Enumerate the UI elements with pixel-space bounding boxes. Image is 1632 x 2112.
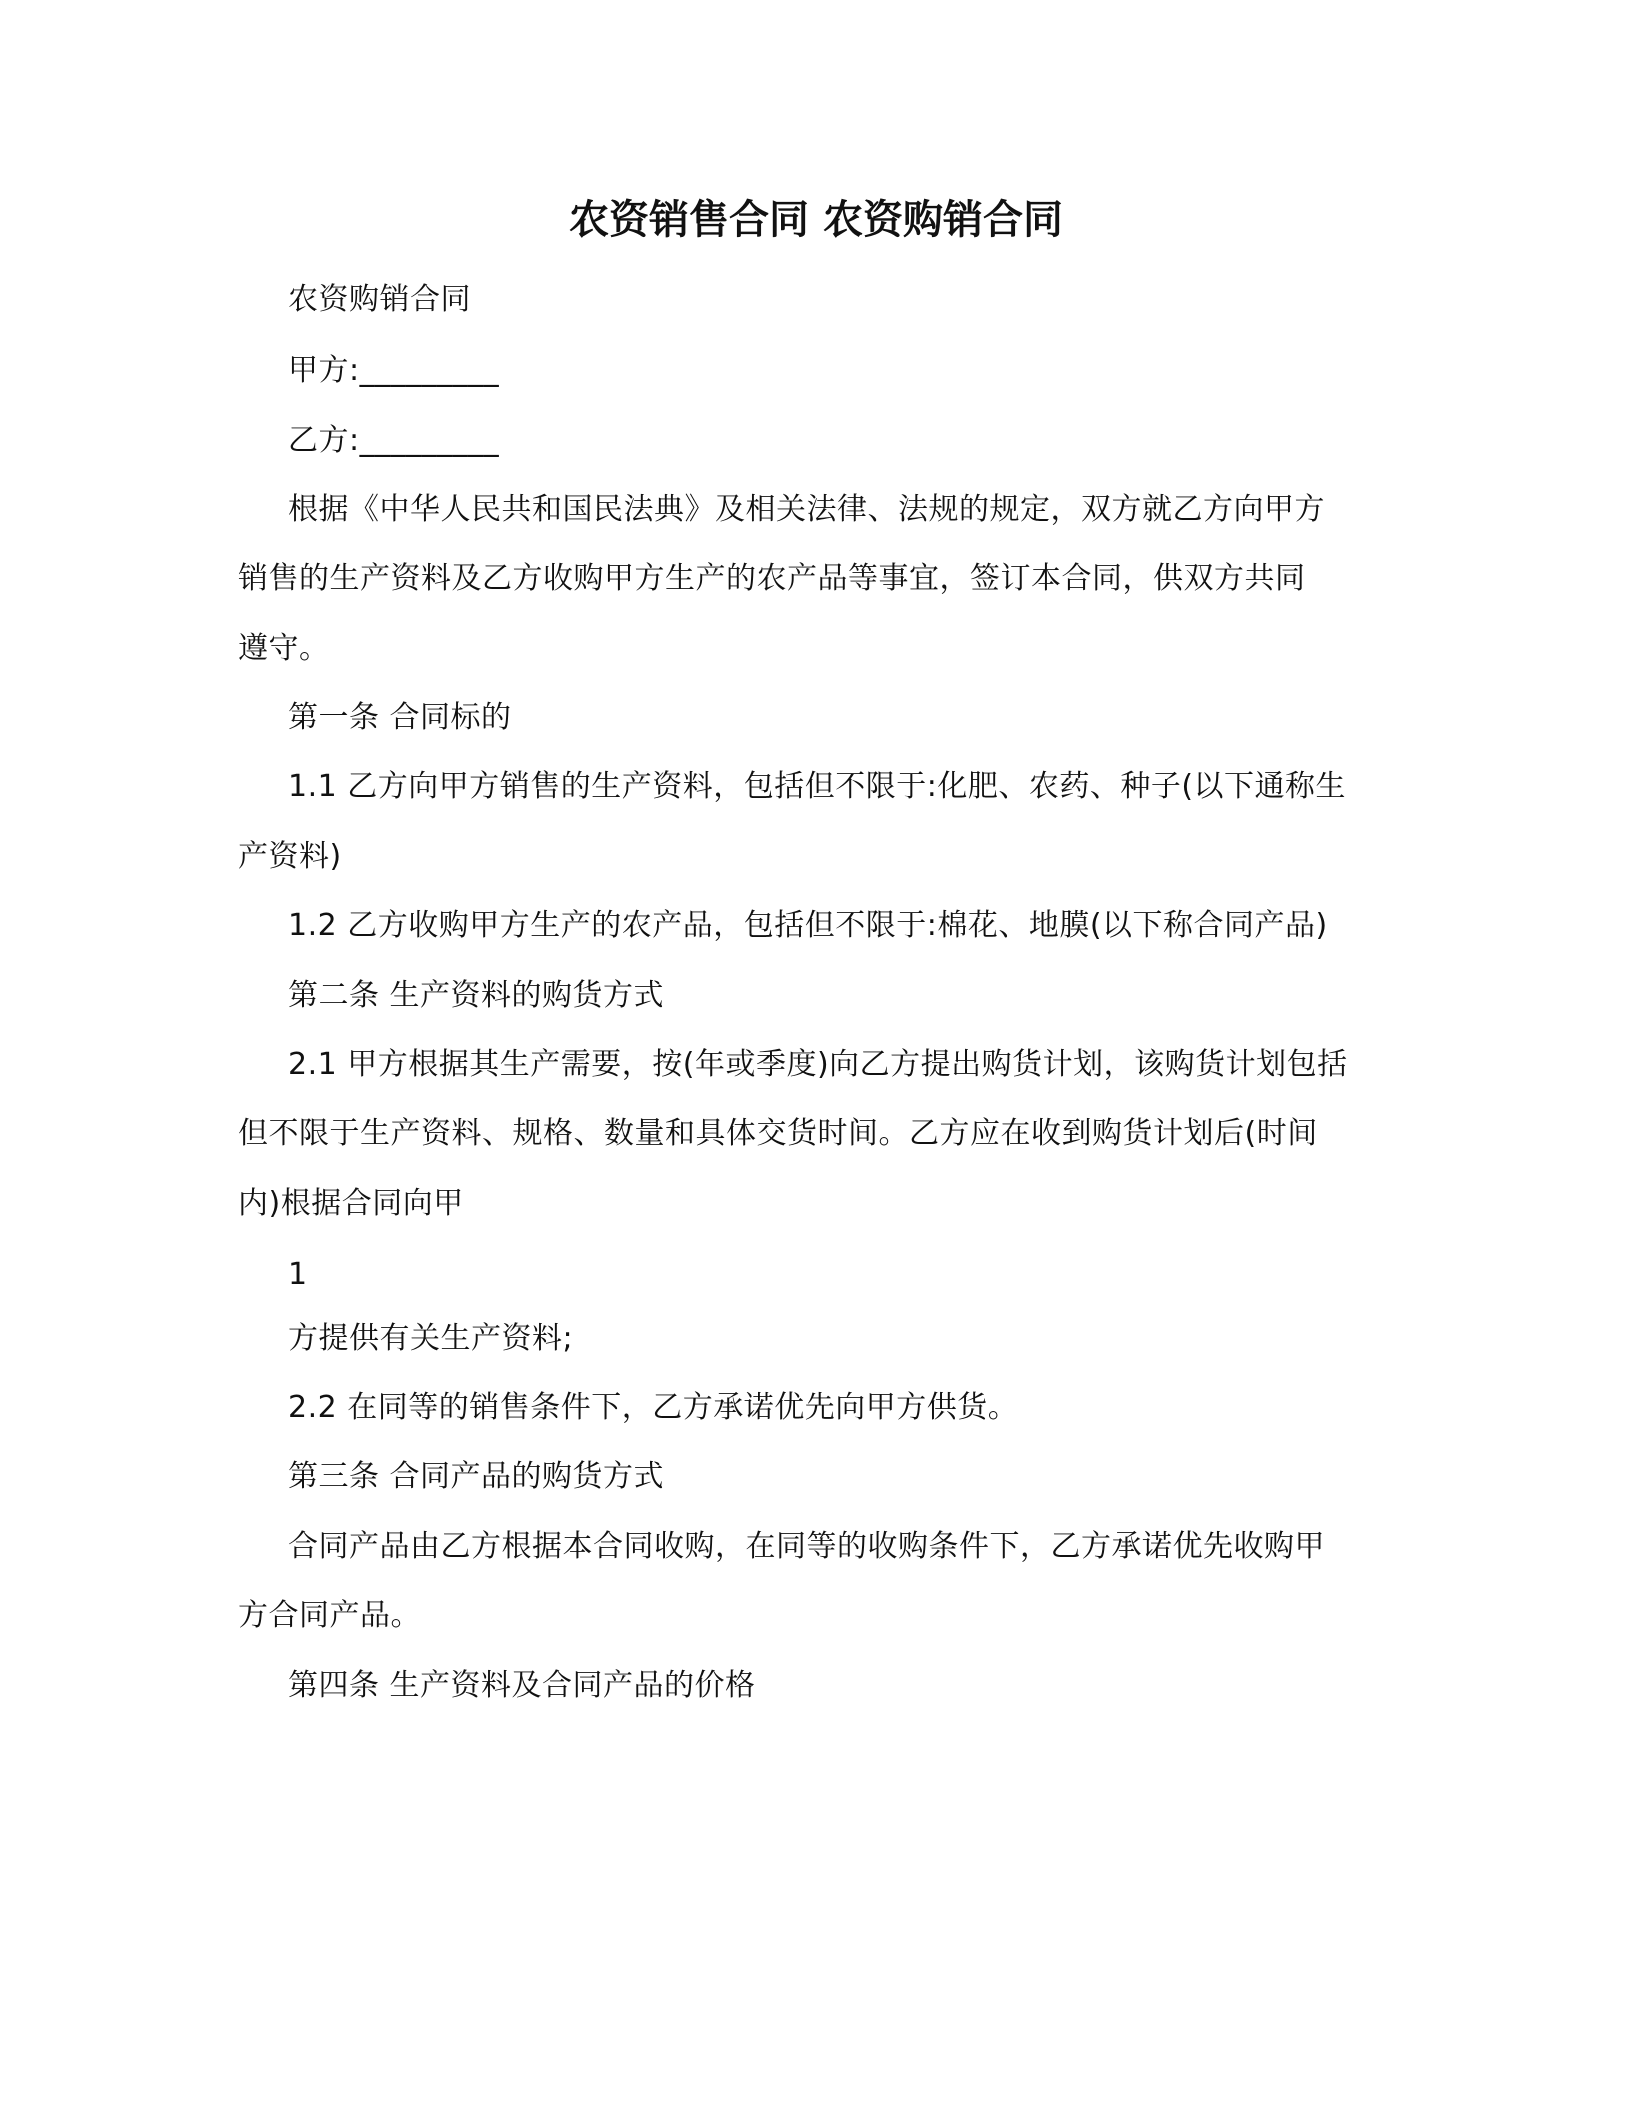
- article-3-body-line-1: 合同产品由乙方根据本合同收购，在同等的收购条件下，乙方承诺优先收购甲: [288, 1529, 1325, 1564]
- clause-2-2: 2.2 在同等的销售条件下，乙方承诺优先向甲方供货。: [288, 1390, 1019, 1425]
- clause-2-1-line-1: 2.1 甲方根据其生产需要，按(年或季度)向乙方提出购货计划，该购货计划包括: [288, 1047, 1348, 1082]
- clause-1-1-line-2: 产资料): [238, 839, 342, 874]
- clause-2-1-continued: 方提供有关生产资料;: [288, 1321, 574, 1356]
- clause-1-1-line-1: 1.1 乙方向甲方销售的生产资料，包括但不限于:化肥、农药、种子(以下通称生: [288, 769, 1347, 804]
- party-a-line: 甲方:_________: [288, 353, 500, 388]
- clause-2-1-line-3: 内)根据合同向甲: [238, 1186, 464, 1221]
- party-b-line: 乙方:_________: [288, 423, 500, 458]
- preamble-line-3: 遵守。: [238, 631, 330, 666]
- clause-1-2: 1.2 乙方收购甲方生产的农产品，包括但不限于:棉花、地膜(以下称合同产品): [288, 908, 1328, 943]
- article-3-heading: 第三条 合同产品的购货方式: [288, 1459, 665, 1494]
- article-2-heading: 第二条 生产资料的购货方式: [288, 978, 665, 1013]
- document-title: 农资销售合同 农资购销合同: [569, 197, 1063, 243]
- preamble-line-2: 销售的生产资料及乙方收购甲方生产的农产品等事宜，签订本合同，供双方共同: [238, 561, 1306, 596]
- preamble-line-1: 根据《中华人民共和国民法典》及相关法律、法规的规定，双方就乙方向甲方: [288, 492, 1325, 527]
- article-4-heading: 第四条 生产资料及合同产品的价格: [288, 1668, 756, 1703]
- article-3-body-line-2: 方合同产品。: [238, 1598, 421, 1633]
- article-1-heading: 第一条 合同标的: [288, 700, 512, 735]
- contract-subtitle: 农资购销合同: [288, 282, 471, 317]
- page-number: 1: [288, 1257, 308, 1292]
- clause-2-1-line-2: 但不限于生产资料、规格、数量和具体交货时间。乙方应在收到购货计划后(时间: [238, 1116, 1318, 1151]
